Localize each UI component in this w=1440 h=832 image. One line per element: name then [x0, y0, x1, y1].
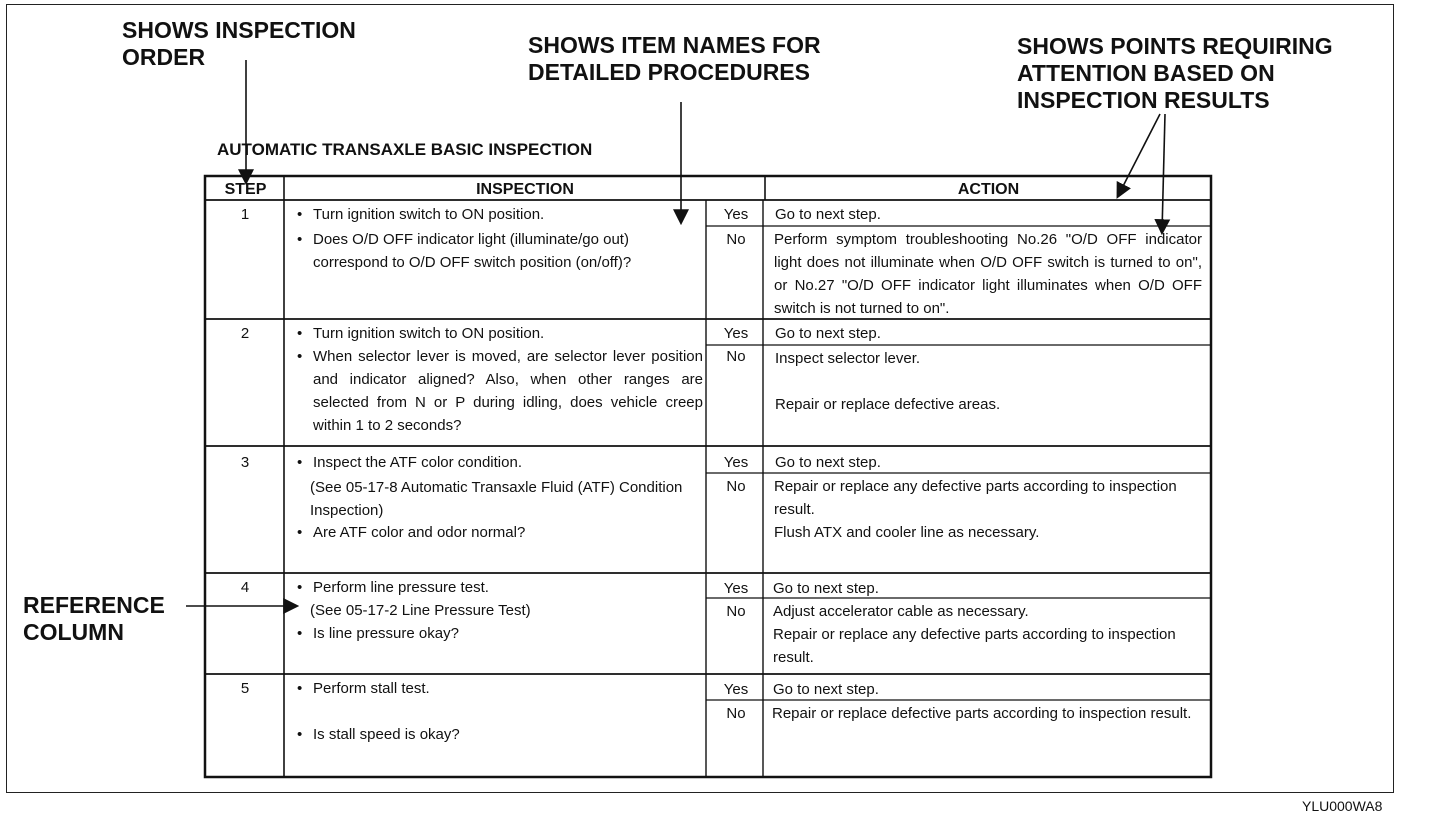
header-step: STEP [224, 181, 267, 198]
inspection-item: • Perform line pressure test. [313, 576, 723, 599]
inspection-item: • Is line pressure okay? [313, 622, 723, 645]
step-number: 2 [240, 325, 250, 342]
reference-item: (See 05-17-2 Line Pressure Test) [310, 602, 531, 619]
no-action: Perform symptom troubleshooting No.26 "O/D OFF indicator light does not illuminate when O/D OFF switch is turned to on", or No.27 "O/D OFF indicator light illuminates when O/D OFF switch is not turned to on". [774, 231, 1202, 317]
callout-item-names: SHOWS ITEM NAMES FOR DETAILED PROCEDURES [528, 32, 821, 85]
yes-label: Yes [723, 681, 749, 698]
yes-action: Go to next step. [773, 681, 879, 698]
header-action: ACTION [957, 181, 1020, 198]
yes-action: Go to next step. [775, 206, 881, 223]
inspection-item: • Is stall speed is okay? [313, 723, 723, 746]
yes-action: Go to next step. [773, 580, 879, 597]
inspection-item: • Are ATF color and odor normal? [313, 521, 723, 544]
step-number: 5 [240, 680, 250, 697]
step-number: 1 [240, 206, 250, 223]
no-action: Repair or replace defective parts according to inspection result. [772, 705, 1192, 722]
step-number: 4 [240, 579, 250, 596]
inspection-item: • Inspect the ATF color condition. [313, 451, 723, 474]
no-label: No [726, 231, 746, 248]
yes-action: Go to next step. [775, 454, 881, 471]
no-action: Repair or replace any defective parts according to inspection result. Flush ATX and cooler line as necessary. [774, 478, 1177, 541]
step-number: 3 [240, 454, 250, 471]
inspection-item: • Perform stall test. [313, 677, 723, 700]
yes-label: Yes [723, 580, 749, 597]
header-inspection: INSPECTION [476, 181, 574, 198]
callout-inspection-order: SHOWS INSPECTION ORDER [122, 17, 356, 70]
callout-reference-column: REFERENCE COLUMN [23, 592, 165, 645]
reference-item: (See 05-17-8 Automatic Transaxle Fluid (ATF) Condition Inspection) [310, 479, 683, 519]
yes-label: Yes [723, 206, 749, 223]
no-label: No [726, 478, 746, 495]
no-label: No [726, 348, 746, 365]
no-label: No [726, 705, 746, 722]
inspection-item: • Does O/D OFF indicator light (illuminate/go out) correspond to O/D OFF switch position (on/off)? [313, 228, 703, 274]
inspection-item: • Turn ignition switch to ON position. [313, 203, 723, 226]
yes-label: Yes [723, 325, 749, 342]
no-action: Adjust accelerator cable as necessary. Repair or replace any defective parts according to inspection result. [773, 603, 1176, 666]
inspection-item: • When selector lever is moved, are selector lever position and indicator aligned? Also, when other ranges are selected from N or P during idling, does vehicle creep within 1 to 2 seconds? [313, 345, 703, 437]
inspection-item: • Turn ignition switch to ON position. [313, 322, 723, 345]
callout-points-attention: SHOWS POINTS REQUIRING ATTENTION BASED ON INSPECTION RESULTS [1017, 33, 1333, 113]
no-action: Inspect selector lever. Repair or replace defective areas. [775, 350, 1001, 413]
yes-label: Yes [723, 454, 749, 471]
yes-action: Go to next step. [775, 325, 881, 342]
figure-id: YLU000WA8 [1302, 798, 1383, 814]
table-title: AUTOMATIC TRANSAXLE BASIC INSPECTION [217, 140, 593, 159]
no-label: No [726, 603, 746, 620]
